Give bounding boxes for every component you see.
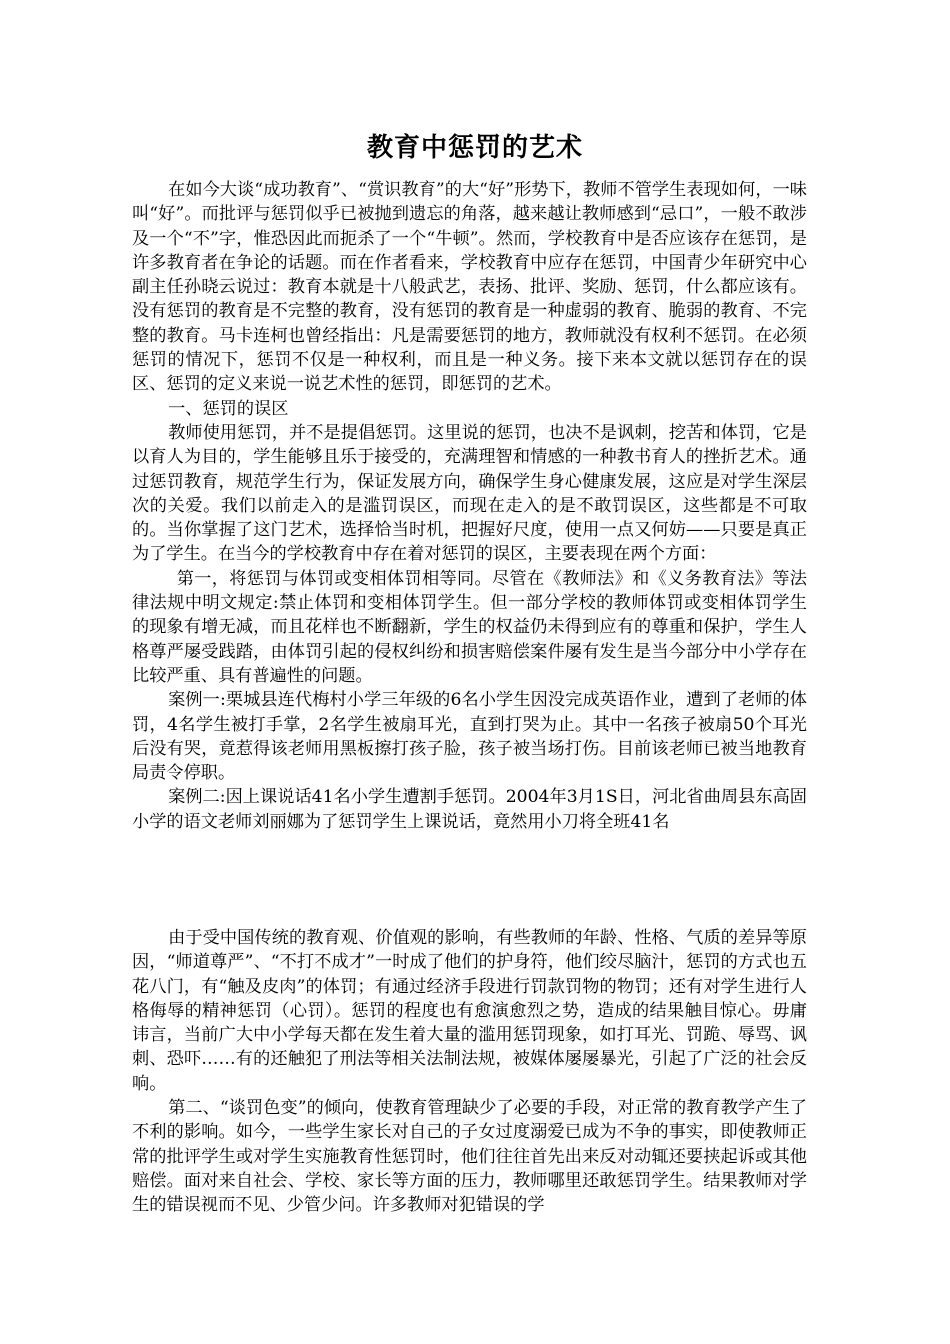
case-two-paragraph: 案例二:因上课说话41名小学生遭割手惩罚。2004年3月1S日，河北省曲周县东高固小学的语文老师刘丽娜为了惩罚学生上课说话，竟然用小刀将全班41名 xyxy=(132,787,807,832)
text-block-upper xyxy=(132,178,807,834)
case-one-paragraph: 案例一:栗城县连代梅村小学三年级的6名小学生因没完成英语作业，遭到了老师的体罚，4名学生被打手掌，2名学生被扇耳光，直到打哭为止。其中一名孩子被扇50个耳光后没有哭，竟惹得该老师用黑板擦打孩子脸，孩子被当场打伤。目前该老师已被当地教育局责令停职。 xyxy=(132,690,807,784)
document-title: 教育中惩罚的艺术 xyxy=(366,133,583,163)
second-point-paragraph: 第二、“谈罚色变”的倾向，使教育管理缺少了必要的手段，对正常的教育教学产生了不利的影响。如今，一些学生家长对自己的子女过度溺爱已成为不争的事实，即使教师正常的批评学生或对学生实施教育性惩罚时，他们往往首先出来反对动辄还要挟起诉或其他赔偿。面对来自社会、学校、家长等方面的压力，教师哪里还敢惩罚学生。结果教师对学生的错误视而不见、少管少问。许多教师对犯错误的学 xyxy=(132,1098,807,1216)
section-heading-misconceptions: 一、惩罚的误区 xyxy=(168,398,289,419)
tradition-influence-paragraph: 由于受中国传统的教育观、价值观的影响，有些教师的年龄、性格、气质的差异等原因，“师道尊严”、“不打不成才”一时成了他们的护身符，他们绞尽脑汁，惩罚的方式也五花八门，有“触及皮肉”的体罚；有通过经济手段进行罚款罚物的物罚；还有对学生进行人格侮辱的精神惩罚（心罚）。惩罚的程度也有愈演愈烈之势，造成的结果触目惊心。毋庸讳言，当前广大中小学每天都在发生着大量的滥用惩罚现象，如打耳光、罚跪、辱骂、讽刺、恐吓……有的还触犯了刑法等相关法制法规，被媒体屡屡暴光，引起了广泛的社会反响。 xyxy=(132,928,807,1094)
misconceptions-paragraph: 教师使用惩罚，并不是提倡惩罚。这里说的惩罚，也决不是讽刺，挖苦和体罚，它是以育人为目的，学生能够且乐于接受的，充满理智和情感的一种教书育人的挫折艺术。通过惩罚教育，规范学生行为，保证发展方向，确保学生身心健康发展，这应是对学生深层次的关爱。我们以前走入的是滥罚误区，而现在走入的是不敢罚误区，这些都是不可取的。当你掌握了这门艺术，选择恰当时机，把握好尺度，使用一点又何妨——只要是真正为了学生。在当今的学校教育中存在着对惩罚的误区，主要表现在两个方面： xyxy=(132,422,807,565)
intro-paragraph: 在如今大谈“成功教育”、“赏识教育”的大“好”形势下，教师不管学生表现如何，一味叫“好”。而批评与惩罚似乎已被抛到遗忘的角落，越来越让教师感到“忌口”，一般不敢涉及一个“不”字，惟恐因此而扼杀了一个“牛顿”。然而，学校教育中是否应该存在惩罚，是许多教育者在争论的话题。而在作者看来，学校教育中应存在惩罚，中国青少年研究中心副主任孙晓云说过：教育本就是十八般武艺，表扬、批评、奖励、惩罚，什么都应该有。没有惩罚的教育是不完整的教育，没有惩罚的教育是一种虚弱的教育、脆弱的教育、不完整的教育。马卡连柯也曾经指出：凡是需要惩罚的地方，教师就没有权利不惩罚。在必须惩罚的情况下，惩罚不仅是一种权利，而且是一种义务。接下来本文就以惩罚存在的误区、惩罚的定义来说一说艺术性的惩罚，即惩罚的艺术。 xyxy=(132,180,807,395)
first-point-paragraph: 第一，将惩罚与体罚或变相体罚相等同。尽管在《教师法》和《义务教育法》等法律法规中明文规定:禁止体罚和变相体罚学生。但一部分学校的教师体罚或变相体罚学生的现象有增无减，而且花样也不断翻新，学生的权益仍未得到应有的尊重和保护，学生人格尊严屡受践踏，由体罚引起的侵权纠纷和损害赔偿案件屡有发生是当今部分中小学存在比较严重、具有普遍性的问题。 xyxy=(132,568,807,686)
text-block-lower xyxy=(132,926,807,1218)
